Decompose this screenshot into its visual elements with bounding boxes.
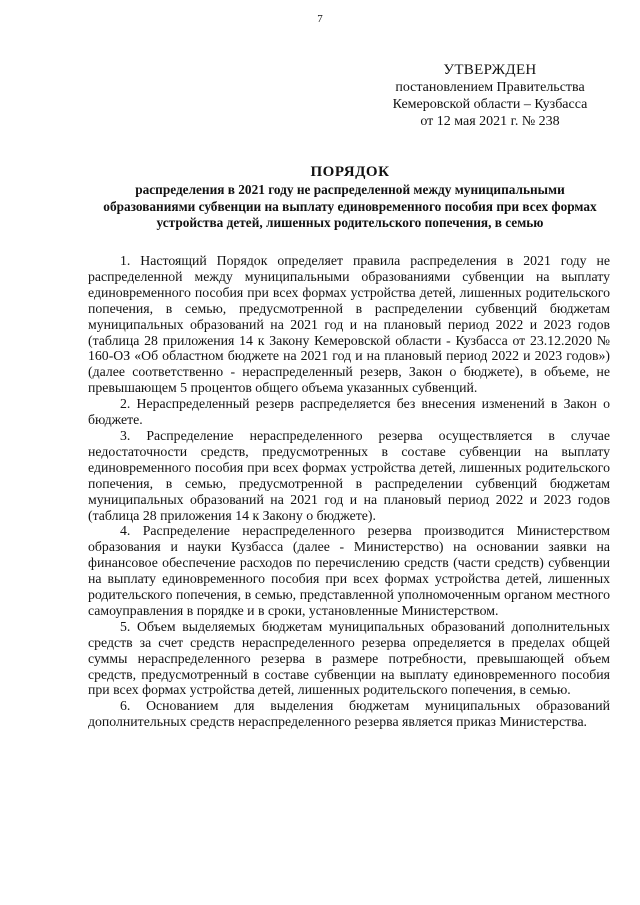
approval-stamp (360, 62, 620, 130)
approval-line-3: от 12 мая 2021 г. № 238 (420, 114, 560, 129)
paragraph-6: 6. Основанием для выделения бюджетам муниципальных образований дополнительных средств нераспределенного резерва является приказ Министерства. (88, 698, 610, 730)
approval-title: УТВЕРЖДЕН (443, 62, 537, 78)
approval-line-2: Кемеровской области – Кузбасса (392, 97, 588, 112)
document-heading (88, 163, 612, 232)
paragraph-1: 1. Настоящий Порядок определяет правила распределения в 2021 году не распределенной между муниципальными образованиями субвенции на выплату единовременного пособия при всех формах устройства детей, лишенных родительского попечения, в семью, предусмотренной в распределении субвенций бюджетам муниципальных образований на 2021 год и на плановый период 2022 и 2023 годов (таблица 28 приложения 14 к Закону Кемеровской области - Кузбасса от 23.12.2020 № 160-ОЗ «Об областном бюджете на 2021 год и на плановый период 2022 и 2023 годов») (далее соответственно - нераспределенный резерв, Закон о бюджете), в объеме, не превышающем 5 процентов общего объема указанных субвенций. (88, 253, 610, 396)
document-title: ПОРЯДОК (310, 164, 390, 180)
page-number: 7 (317, 13, 323, 25)
paragraph-4: 4. Распределение нераспределенного резерва производится Министерством образования и науки Кузбасса (далее - Министерство) на основании заявки на финансовое обеспечение расходов по перечислению средств (части средств) субвенции на выплату единовременного пособия при всех формах устройства детей, лишенных родительского попечения, в семью, представленной уполномоченным органом местного самоуправления в порядке и в сроки, установленные Министерством. (88, 523, 610, 618)
paragraph-2: 2. Нераспределенный резерв распределяется без внесения изменений в Закон о бюджете. (88, 396, 610, 428)
approval-line-1: постановлением Правительства (395, 80, 585, 95)
paragraph-3: 3. Распределение нераспределенного резерва осуществляется в случае недостаточности средств, предусмотренных в составе субвенции на выплату единовременного пособия при всех формах устройства детей, лишенных родительского попечения, в семью, предусмотренной в распределении субвенций бюджетам муниципальных образований на 2021 год и на плановый период 2022 и 2023 годов (таблица 28 приложения 14 к Закону о бюджете). (88, 427, 610, 523)
document-subtitle: распределения в 2021 году не распределенной между муниципальными образованиями субвенции на выплату единовременного пособия при всех формах устройства детей, лишенных родительского попечения, в семью (103, 182, 597, 230)
paragraph-5: 5. Объем выделяемых бюджетам муниципальных образований дополнительных средств за счет средств нераспределенного резерва определяется в пределах общей суммы нераспределенного резерва в размере потребности, превышающей объем средств, предусмотренный в составе субвенции на выплату единовременного пособия при всех формах устройства детей, лишенных родительского попечения, в семью. (88, 618, 610, 698)
document-body (88, 253, 610, 730)
